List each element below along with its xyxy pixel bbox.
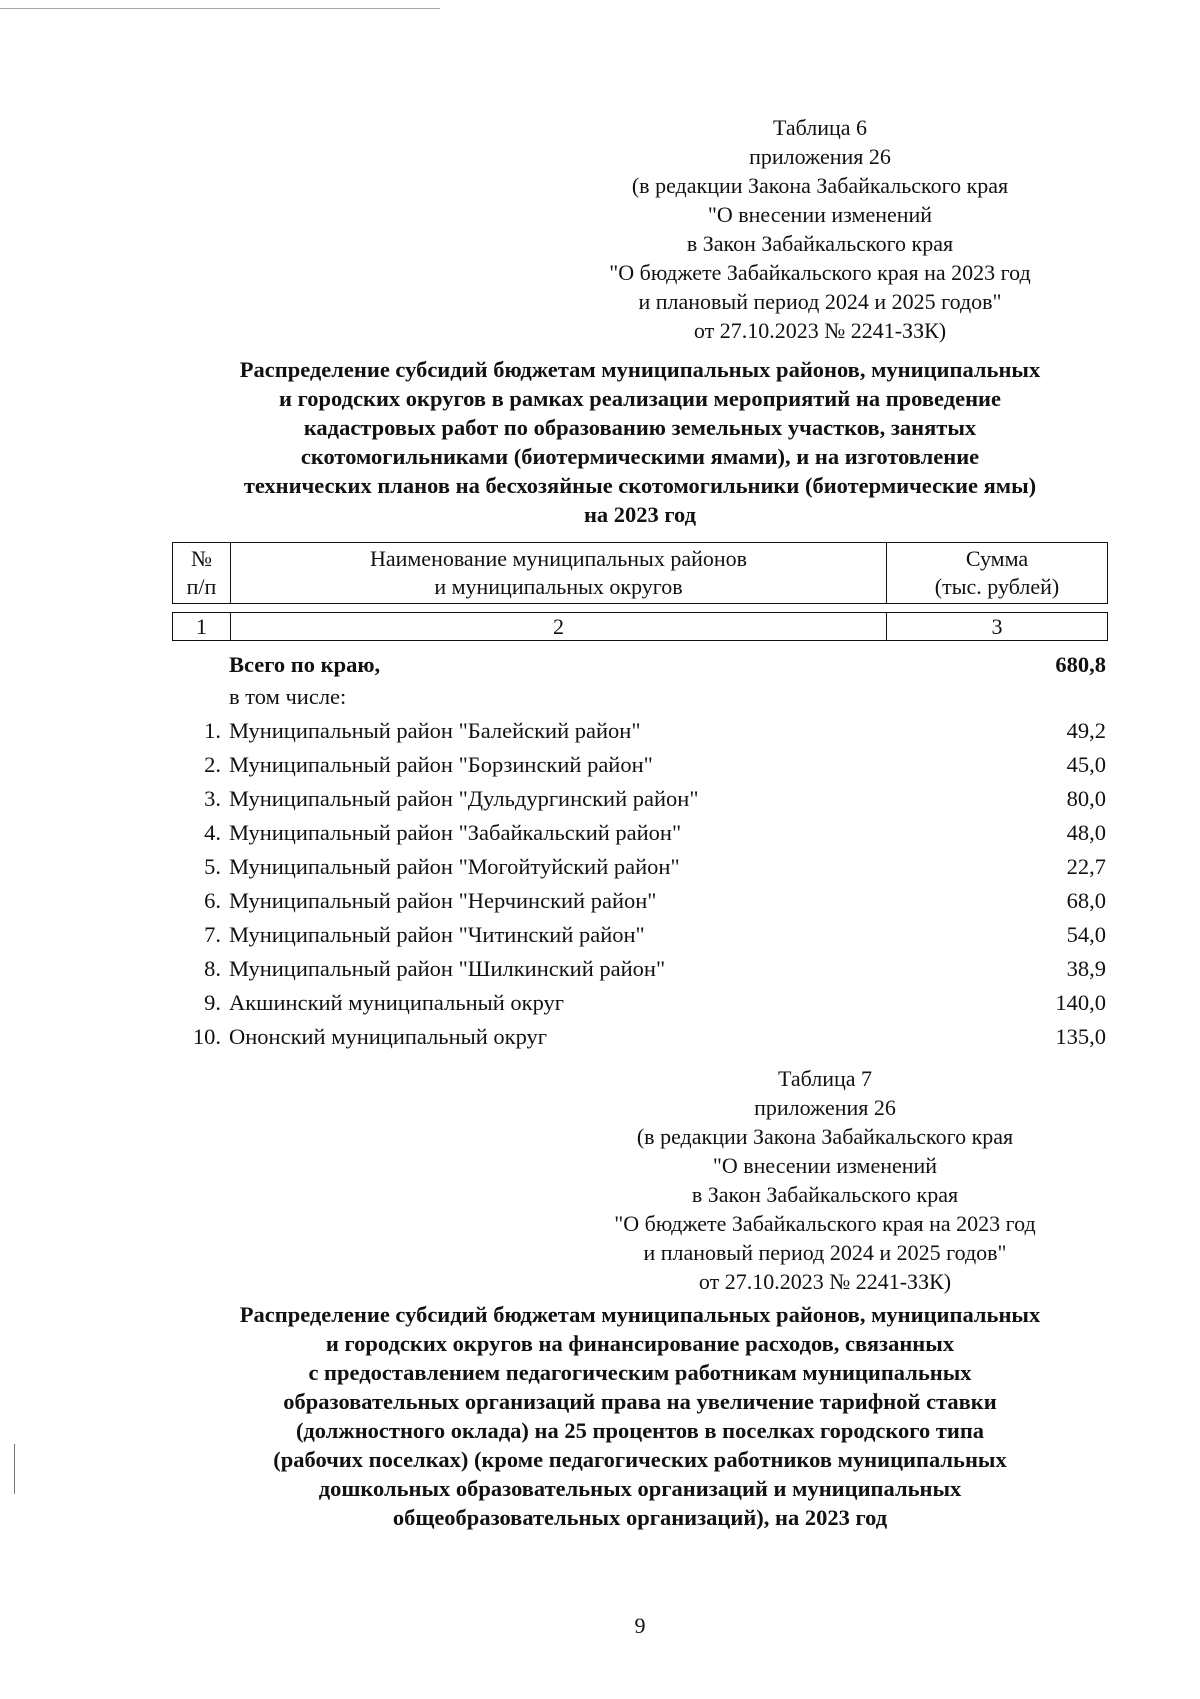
table6-title xyxy=(170,355,1110,529)
column-header-text: Сумма xyxy=(965,546,1029,571)
row-amount: 140,0 xyxy=(1055,990,1106,1015)
table7-title xyxy=(170,1300,1110,1532)
title-line: скотомогильниками (биотермическими ямами), и на изготовление xyxy=(300,444,980,469)
title-line: и городских округов на финансирование расходов, связанных xyxy=(325,1331,955,1356)
total-value: 680,8 xyxy=(1055,652,1106,677)
table-row xyxy=(172,714,1108,748)
title-line: с предоставлением педагогическим работникам муниципальных xyxy=(308,1360,972,1385)
row-number: 9. xyxy=(204,990,221,1015)
header-line: "О бюджете Забайкальского края на 2023 год xyxy=(609,260,1031,285)
row-amount: 38,9 xyxy=(1066,956,1106,981)
row-amount: 22,7 xyxy=(1066,854,1106,879)
title-line: образовательных организаций права на увеличение тарифной ставки xyxy=(283,1389,997,1414)
column-number: 3 xyxy=(887,613,1108,641)
title-line: Распределение субсидий бюджетам муниципальных районов, муниципальных xyxy=(239,1302,1041,1327)
total-label: Всего по краю, xyxy=(229,652,381,677)
column-number: 2 xyxy=(231,613,887,641)
row-amount: 45,0 xyxy=(1066,752,1106,777)
table6-header xyxy=(560,113,1080,345)
table-row xyxy=(172,884,1108,918)
table-row xyxy=(172,952,1108,986)
column-header-number xyxy=(173,543,231,604)
table6-body xyxy=(172,648,1108,1054)
subtotal-row xyxy=(172,682,1108,714)
total-row xyxy=(172,648,1108,682)
row-name: Муниципальный район "Борзинский район" xyxy=(229,752,653,777)
row-number: 5. xyxy=(204,854,221,879)
header-line: (в редакции Закона Забайкальского края xyxy=(636,1124,1014,1149)
row-number: 10. xyxy=(192,1024,221,1049)
header-line: "О внесении изменений xyxy=(712,1153,938,1178)
table-row xyxy=(172,986,1108,1020)
subtotal-label: в том числе: xyxy=(229,684,347,709)
row-name: Муниципальный район "Забайкальский район" xyxy=(229,820,682,845)
table7-header xyxy=(565,1064,1085,1296)
row-number: 7. xyxy=(204,922,221,947)
table-row xyxy=(172,782,1108,816)
column-number: 1 xyxy=(173,613,231,641)
column-header-text: Наименование муниципальных районов xyxy=(369,546,748,571)
row-amount: 135,0 xyxy=(1055,1024,1106,1049)
header-line: Таблица 7 xyxy=(777,1066,873,1091)
header-line: (в редакции Закона Забайкальского края xyxy=(631,173,1009,198)
row-amount: 54,0 xyxy=(1066,922,1106,947)
row-number: 6. xyxy=(204,888,221,913)
column-header-text: п/п xyxy=(186,574,217,599)
scan-mark xyxy=(14,1444,15,1494)
header-line: в Закон Забайкальского края xyxy=(691,1182,959,1207)
table-row xyxy=(172,748,1108,782)
table-row xyxy=(172,1020,1108,1054)
row-name: Муниципальный район "Балейский район" xyxy=(229,718,641,743)
row-name: Муниципальный район "Могойтуйский район" xyxy=(229,854,680,879)
row-number: 3. xyxy=(204,786,221,811)
column-header-text: № xyxy=(191,546,212,571)
column-header-name xyxy=(231,543,887,604)
title-line: (должностного оклада) на 25 процентов в поселках городского типа xyxy=(295,1418,985,1443)
header-line: приложения 26 xyxy=(754,1095,896,1120)
title-line: кадастровых работ по образованию земельных участков, занятых xyxy=(303,415,977,440)
title-line: на 2023 год xyxy=(583,502,697,527)
column-header-sum xyxy=(887,543,1108,604)
row-number: 8. xyxy=(204,956,221,981)
header-line: "О бюджете Забайкальского края на 2023 год xyxy=(614,1211,1036,1236)
row-name: Ононский муниципальный округ xyxy=(229,1024,548,1049)
header-line: "О внесении изменений xyxy=(707,202,933,227)
column-header-table xyxy=(172,542,1108,604)
row-name: Муниципальный район "Нерчинский район" xyxy=(229,888,657,913)
row-number: 4. xyxy=(204,820,221,845)
row-name: Муниципальный район "Шилкинский район" xyxy=(229,956,666,981)
title-line: дошкольных образовательных организаций и муниципальных xyxy=(318,1476,962,1501)
column-number-table xyxy=(172,612,1108,641)
row-name: Акшинский муниципальный округ xyxy=(229,990,565,1015)
header-line: от 27.10.2023 № 2241-ЗЗК) xyxy=(693,318,947,343)
table-row xyxy=(172,850,1108,884)
row-amount: 68,0 xyxy=(1066,888,1106,913)
title-line: технических планов на бесхозяйные скотомогильники (биотермические ямы) xyxy=(243,473,1037,498)
row-name: Муниципальный район "Дульдургинский район" xyxy=(229,786,699,811)
title-line: и городских округов в рамках реализации мероприятий на проведение xyxy=(279,386,1001,411)
title-line: общеобразовательных организаций), на 2023 год xyxy=(392,1505,888,1530)
scan-mark xyxy=(0,8,440,9)
row-number: 1. xyxy=(204,718,221,743)
header-line: приложения 26 xyxy=(749,144,891,169)
row-name: Муниципальный район "Читинский район" xyxy=(229,922,645,947)
column-header-text: и муниципальных округов xyxy=(434,574,683,599)
row-number: 2. xyxy=(204,752,221,777)
row-amount: 49,2 xyxy=(1066,718,1106,743)
column-header-text: (тыс. рублей) xyxy=(934,574,1060,599)
page-number: 9 xyxy=(634,1613,646,1638)
title-line: (рабочих поселках) (кроме педагогических работников муниципальных xyxy=(273,1447,1007,1472)
row-amount: 80,0 xyxy=(1066,786,1106,811)
header-line: и плановый период 2024 и 2025 годов" xyxy=(638,289,1002,314)
header-line: в Закон Забайкальского края xyxy=(686,231,954,256)
row-amount: 48,0 xyxy=(1066,820,1106,845)
header-line: Таблица 6 xyxy=(772,115,868,140)
table-row xyxy=(172,918,1108,952)
title-line: Распределение субсидий бюджетам муниципальных районов, муниципальных xyxy=(239,357,1041,382)
header-line: от 27.10.2023 № 2241-ЗЗК) xyxy=(698,1269,952,1294)
table-row xyxy=(172,816,1108,850)
header-line: и плановый период 2024 и 2025 годов" xyxy=(643,1240,1007,1265)
